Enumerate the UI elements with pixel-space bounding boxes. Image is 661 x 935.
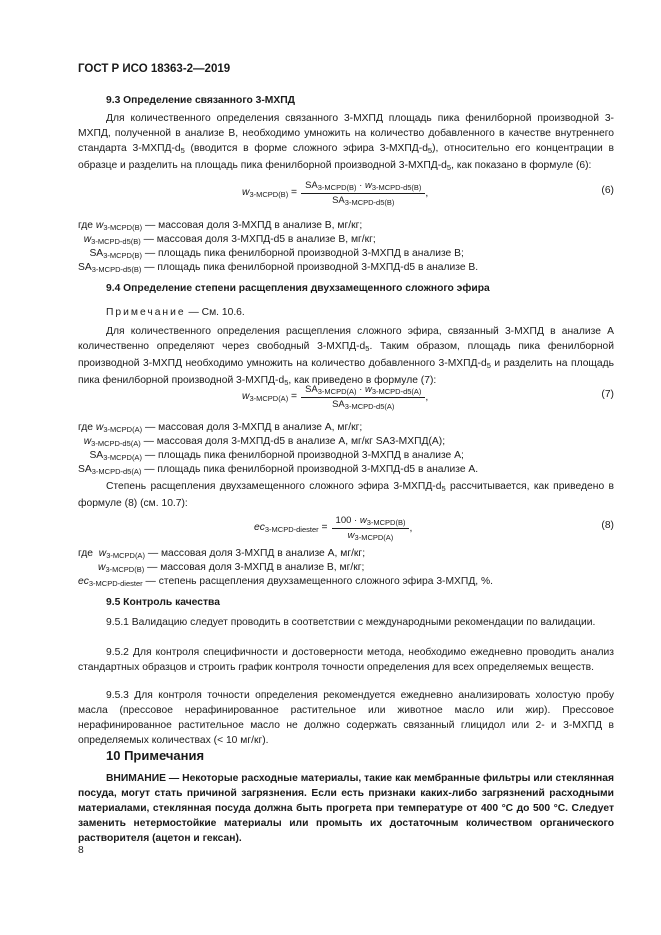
section-9-4-paragraph-2: Степень расщепления двухзамещенного сложного эфира $3-МХПД-d_5$ рассчитывается, как приведено в формуле (8) (см. 10.7): <box>78 481 614 509</box>
paragraph-9-5-1: 9.5.1 Валидацию следует проводить в соответствии с международными рекомендации по валидации. <box>106 617 596 628</box>
section-9-4-heading: 9.4 Определение степени расщепления двухзамещенного сложного эфира <box>106 283 490 294</box>
formula-7: $w_{3-MCPD(A)}$ = $\frac{SA_{3-MCPD(A)} \cdot w_{3-MCPD-d5(A)}}{SA_{3-MCPD-d5(A)}}$ , (7) <box>242 383 614 411</box>
formula-6: $w_{3-MCPD(B)}$ = $\frac{SA_{3-MCPD(B)} \cdot w_{3-MCPD-d5(B)}}{SA_{3-MCPD-d5(B)}}$ , (6) <box>242 179 614 207</box>
definition-line: $SA_{3-MCPD(B)}$ — площадь пика фенилборной производной 3-МХПД в анализе В; <box>78 248 464 260</box>
formula-7-number: (7) <box>601 389 614 400</box>
section-9-4-paragraph: Для количественного определения расщепления сложного эфира, связанный 3-МХПД в анализе А количественно определяют через свободный $3-МХПД-d_5$. Таким образом, площадь пика фенилборной производной 3-МХПД необходимо умножить на количество добавленного $3-МХПД-d_5$ и разделить на площадь пика фенилборной производной $3-МХПД-d_5$, как приведено в формуле (7): <box>78 326 614 387</box>
definition-line: где $w_{3-MCPD(A)}$ — массовая доля 3-МХПД в анализе А, мг/кг; <box>78 422 363 434</box>
formula-6-number: (6) <box>601 185 614 196</box>
page-number: 8 <box>78 845 84 856</box>
section-9-3-paragraph: Для количественного определения связанного 3-МХПД площадь пика фенилборной производной 3-МХПД, полученной в анализе В, необходимо умножить на количество добавленного в качестве внутреннего стандарта $3-МХПД-d_5$ (вводится в форме сложного эфира $3-МХПД-d_5$), относительно его концентрации в образце и разделить на площадь пика фенилборной производной $3-МХПД-d_5$, как показано в формуле (6): <box>78 113 614 172</box>
definition-line: где $w_{3-MCPD(A)}$ — массовая доля 3-МХПД в анализе А, мг/кг; <box>78 548 366 560</box>
formula-8-number: (8) <box>601 520 614 531</box>
formula-8: $ec_{3-MCPD-diester}$ = $\frac{100 \cdot w_{3-MCPD(B)}}{w_{3-MCPD(A)}}$ , (8) <box>254 514 614 542</box>
definition-line: $w_{3-MCPD(B)}$ — массовая доля 3-МХПД в анализе В, мг/кг; <box>98 562 365 574</box>
definition-line: $w_{3-MCPD-d5(B)}$ — массовая доля 3-МХПД-d5 в анализе В, мг/кг; <box>83 234 376 246</box>
definition-line: $SA_{3-MCPD-d5(B)}$ — площадь пика фенилборной производной 3-МХПД-d5 в анализе В. <box>78 262 479 274</box>
definition-line: $SA_{3-MCPD(A)}$ — площадь пика фенилборной производной 3-МХПД в анализе А; <box>78 450 464 462</box>
section-10-heading: 10 Примечания <box>106 748 205 763</box>
note: Примечание — См. 10.6. <box>106 307 245 318</box>
section-9-3-heading: 9.3 Определение связанного 3-МХПД <box>106 95 295 106</box>
paragraph-9-5-3: 9.5.3 Для контроля точности определения рекомендуется ежедневно анализировать холостую пробу масла (прессовое нерафинированное растительное или животное масло или жир). Прессовое нерафинированное растительное масло не должно содержать связанный глицидол или 2- и 3-МХПД в определяемых количествах (< 10 мг/кг). <box>78 690 614 746</box>
paragraph-9-5-2: 9.5.2 Для контроля специфичности и достоверности метода, необходимо ежедневно проводить анализ стандартных образцов и строить график контроля точности определения для всех определяемых веществ. <box>78 647 614 673</box>
section-9-5-heading: 9.5 Контроль качества <box>106 597 220 608</box>
definition-line: $w_{3-MCPD-d5(A)}$ — массовая доля 3-МХПД-d5 в анализе А, мг/кг SA3-МХПД(А); <box>83 436 446 448</box>
warning-paragraph: ВНИМАНИЕ — Некоторые расходные материалы, такие как мембранные фильтры или стеклянная посуда, могут стать причиной загрязнения. Если есть признаки каких-либо загрязнений расходными материалами, стеклянная посуда должна быть прогрета при температуре от 400 °С до 500 °С. Следует заменить нетермостойкие материалы или промыть их достаточным количеством органического растворителя (ацетон и гексан). <box>78 773 614 844</box>
definition-line: $SA_{3-MCPD-d5(A)}$ — площадь пика фенилборной производной 3-МХПД-d5 в анализе А. <box>78 464 479 476</box>
document-header: ГОСТ Р ИСО 18363-2—2019 <box>78 63 231 75</box>
definition-line: где $w_{3-MCPD(B)}$ — массовая доля 3-МХПД в анализе В, мг/кг; <box>78 220 363 232</box>
definition-line: $ec_{3-MCPD-diester}$ — степень расщепления двухзамещенного сложного эфира 3-МХПД, %. <box>78 576 494 588</box>
